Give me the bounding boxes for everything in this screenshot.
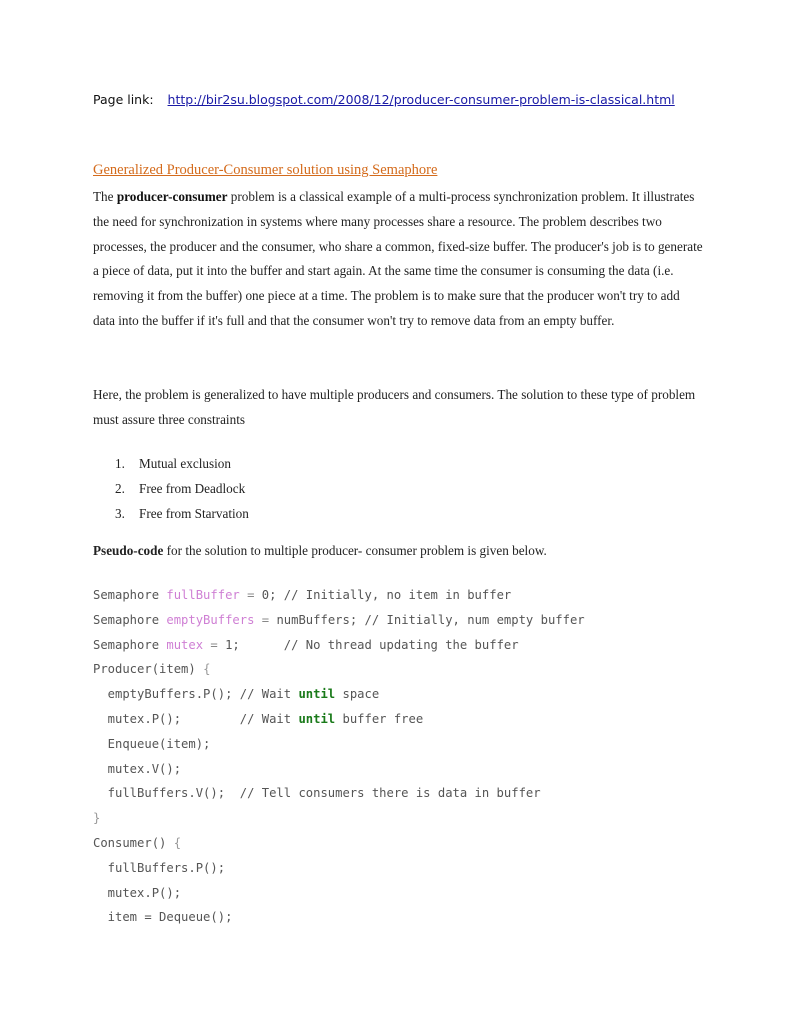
code-text: 0; // Initially, no item in buffer	[261, 588, 512, 602]
code-text: 1; // No thread updating the buffer	[225, 637, 519, 652]
code-text: Producer(item)	[93, 662, 204, 677]
code-text: Consumer()	[93, 835, 174, 850]
list-number: 2.	[115, 481, 125, 496]
code-text: Semaphore	[93, 588, 167, 602]
code-line: fullBuffers.V(); // Tell consumers there is data in buffer	[93, 786, 541, 801]
intro-rest: problem is a classical example of a multi-process synchronization problem. It illustrates the need for synchronization in systems where many processes share a resource. The problem describes two processes, the producer and the consumer, who share a common, fixed-size buffer. The producer's job is to generate a piece of data, put it into the buffer and start again. At the same time the consumer is consuming the data (i.e. removing it from the buffer) one piece at a time. The problem is to make sure that the producer won't try to add data into the buffer if it's full and that the consumer won't try to remove data from an empty buffer.	[93, 189, 703, 328]
pseudo-code-rest: for the solution to multiple producer- consumer problem is given below.	[163, 543, 547, 558]
code-line	[93, 831, 585, 856]
code-line: }	[93, 811, 101, 826]
code-variable: emptyBuffers	[166, 612, 255, 627]
code-text: Semaphore	[93, 612, 167, 627]
pseudo-code-bold: Pseudo-code	[93, 543, 164, 558]
code-line	[93, 682, 585, 707]
code-brace: {	[203, 662, 211, 677]
code-line: mutex.V();	[93, 761, 182, 776]
code-line	[93, 633, 585, 658]
list-number: 1.	[115, 456, 125, 471]
code-line	[93, 707, 585, 732]
list-text: Mutual exclusion	[139, 456, 231, 471]
code-text: numBuffers; // Initially, num empty buffer	[276, 612, 585, 627]
intro-paragraph	[93, 185, 703, 334]
pseudo-code-intro	[93, 543, 547, 559]
code-line: Enqueue(item);	[93, 736, 211, 751]
page-link	[93, 92, 675, 107]
code-block	[93, 583, 585, 930]
code-line	[93, 608, 585, 633]
code-operator: =	[239, 588, 262, 602]
list-text: Free from Deadlock	[139, 481, 246, 496]
code-line	[93, 657, 585, 682]
code-text: mutex.P(); // Wait	[93, 711, 299, 726]
list-number: 3.	[115, 506, 125, 521]
list-item	[93, 476, 249, 501]
intro-bold-term: producer-consumer	[116, 189, 228, 204]
page-link-label: Page link:	[93, 92, 154, 107]
code-line: item = Dequeue();	[93, 910, 233, 925]
code-operator: =	[254, 612, 277, 627]
generalization-paragraph: Here, the problem is generalized to have multiple producers and consumers. The solution to these type of problem must assure three constraints	[93, 387, 696, 427]
article-title[interactable]: Generalized Producer-Consumer solution using Semaphore	[93, 162, 438, 178]
code-brace: {	[173, 835, 182, 850]
list-item	[93, 451, 249, 476]
code-line	[93, 583, 585, 608]
list-text: Free from Starvation	[139, 506, 249, 521]
code-variable: mutex	[166, 637, 204, 652]
intro-start: The	[93, 189, 117, 204]
code-variable: fullBuffer	[166, 588, 240, 602]
page-link-url[interactable]: http://bir2su.blogspot.com/2008/12/producer-consumer-problem-is-classical.html	[167, 92, 675, 107]
code-keyword: until	[298, 711, 336, 726]
code-line: mutex.P();	[93, 885, 182, 900]
code-text: emptyBuffers.P(); // Wait	[93, 687, 299, 702]
code-text: buffer free	[335, 711, 424, 726]
code-text: Semaphore	[93, 637, 167, 652]
code-text: space	[335, 687, 380, 702]
list-item	[93, 501, 249, 526]
code-line: fullBuffers.P();	[93, 860, 226, 875]
code-keyword: until	[298, 687, 336, 702]
code-operator: =	[203, 637, 226, 652]
constraints-list	[93, 451, 249, 526]
